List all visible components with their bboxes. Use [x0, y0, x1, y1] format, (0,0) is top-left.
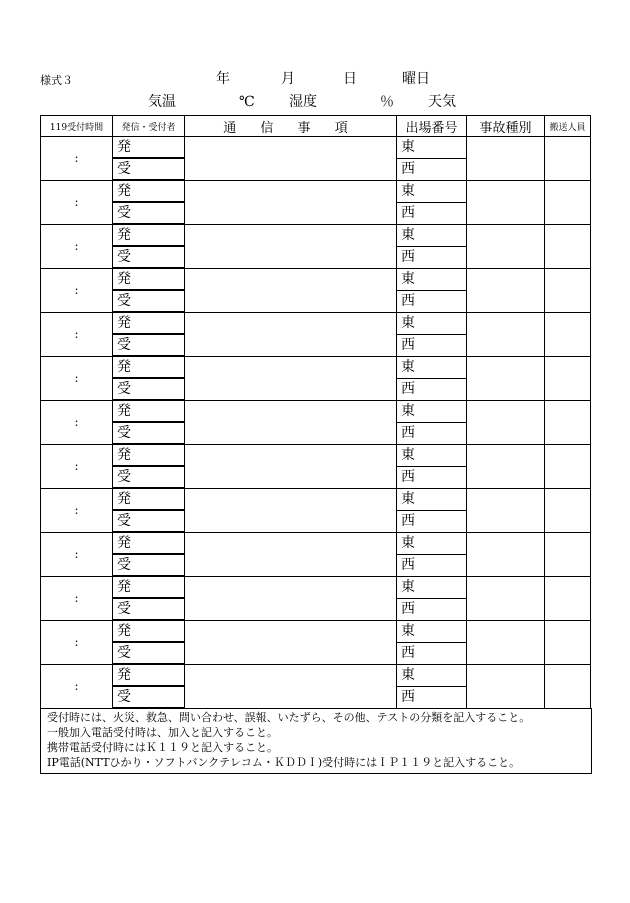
table-row	[41, 356, 591, 378]
incident-type-cell[interactable]	[467, 137, 545, 181]
east-station-cell[interactable]: 東	[397, 620, 467, 642]
west-station-cell[interactable]: 西	[397, 378, 467, 400]
celsius-unit: ℃	[239, 94, 255, 110]
communication-details-cell[interactable]	[185, 532, 397, 576]
temperature-label: 気温	[148, 94, 176, 110]
header-reception-time: 119受付時間	[41, 116, 113, 137]
incident-type-cell[interactable]	[467, 444, 545, 488]
header-caller-receiver: 発信・受付者	[113, 116, 185, 137]
table-row	[41, 444, 591, 466]
note-line: 一般加入電話受付時は、加入と記入すること。	[47, 726, 278, 739]
receive-cell[interactable]: 受	[113, 510, 185, 532]
note-line: IP電話(NTTひかり・ソフトバンクテレコム・ＫＤＤＩ)受付時にはＩＰ１１９と記入すること。	[47, 756, 521, 769]
table-header-row	[41, 116, 591, 137]
humidity-label: 湿度	[289, 94, 317, 110]
send-cell[interactable]: 発	[113, 620, 185, 642]
transported-persons-cell[interactable]	[545, 444, 591, 488]
reception-time-cell[interactable]: :	[41, 180, 113, 224]
communication-details-cell[interactable]	[185, 268, 397, 312]
weather-condition-label: 天気	[428, 94, 456, 110]
transported-persons-cell[interactable]	[545, 400, 591, 444]
receive-cell[interactable]: 受	[113, 246, 185, 268]
communication-details-cell[interactable]	[185, 576, 397, 620]
header-dispatch-number: 出場番号	[397, 116, 467, 137]
transported-persons-cell[interactable]	[545, 356, 591, 400]
table-row	[41, 576, 591, 598]
incident-type-cell[interactable]	[467, 180, 545, 224]
incident-type-cell[interactable]	[467, 532, 545, 576]
transported-persons-cell[interactable]	[545, 312, 591, 356]
form-number-label: 様式３	[40, 74, 73, 87]
west-station-cell[interactable]: 西	[397, 158, 467, 180]
table-row	[41, 137, 591, 159]
table-row	[41, 620, 591, 642]
table-row	[41, 224, 591, 246]
reception-time-cell[interactable]: :	[41, 268, 113, 312]
transported-persons-cell[interactable]	[545, 224, 591, 268]
receive-cell[interactable]: 受	[113, 598, 185, 620]
reception-time-cell[interactable]: :	[41, 312, 113, 356]
receive-cell[interactable]: 受	[113, 378, 185, 400]
east-station-cell[interactable]: 東	[397, 312, 467, 334]
east-station-cell[interactable]: 東	[397, 576, 467, 598]
day-label: 日	[343, 71, 357, 87]
communication-details-cell[interactable]	[185, 400, 397, 444]
communication-details-cell[interactable]	[185, 620, 397, 664]
receive-cell[interactable]: 受	[113, 554, 185, 576]
east-station-cell[interactable]: 東	[397, 356, 467, 378]
receive-cell[interactable]: 受	[113, 686, 185, 708]
west-station-cell[interactable]: 西	[397, 202, 467, 224]
send-cell[interactable]: 発	[113, 400, 185, 422]
note-line: 受付時には、火災、救急、問い合わせ、誤報、いたずら、その他、テストの分類を記入すること。	[47, 711, 531, 724]
reception-time-cell[interactable]: :	[41, 356, 113, 400]
communication-details-cell[interactable]	[185, 444, 397, 488]
transported-persons-cell[interactable]	[545, 180, 591, 224]
receive-cell[interactable]: 受	[113, 334, 185, 356]
west-station-cell[interactable]: 西	[397, 598, 467, 620]
table-row	[41, 180, 591, 202]
table-row	[41, 312, 591, 334]
notes-section	[40, 708, 592, 774]
east-station-cell[interactable]: 東	[397, 664, 467, 686]
receive-cell[interactable]: 受	[113, 642, 185, 664]
reception-time-cell[interactable]: :	[41, 488, 113, 532]
east-station-cell[interactable]: 東	[397, 488, 467, 510]
east-station-cell[interactable]: 東	[397, 532, 467, 554]
communication-details-cell[interactable]	[185, 664, 397, 708]
receive-cell[interactable]: 受	[113, 466, 185, 488]
send-cell[interactable]: 発	[113, 488, 185, 510]
west-station-cell[interactable]: 西	[397, 554, 467, 576]
communication-details-cell[interactable]	[185, 224, 397, 268]
weekday-label: 曜日	[402, 71, 430, 87]
east-station-cell[interactable]: 東	[397, 268, 467, 290]
transported-persons-cell[interactable]	[545, 620, 591, 664]
west-station-cell[interactable]: 西	[397, 510, 467, 532]
communication-details-cell[interactable]	[185, 312, 397, 356]
header-incident-type: 事故種別	[467, 116, 545, 137]
east-station-cell[interactable]: 東	[397, 180, 467, 202]
send-cell[interactable]: 発	[113, 180, 185, 202]
communication-details-cell[interactable]	[185, 180, 397, 224]
east-station-cell[interactable]: 東	[397, 137, 467, 159]
header-communication-details: 通 信 事 項	[185, 116, 397, 137]
table-row	[41, 268, 591, 290]
west-station-cell[interactable]: 西	[397, 334, 467, 356]
send-cell[interactable]: 発	[113, 268, 185, 290]
west-station-cell[interactable]: 西	[397, 642, 467, 664]
reception-time-cell[interactable]: :	[41, 224, 113, 268]
transported-persons-cell[interactable]	[545, 488, 591, 532]
communication-details-cell[interactable]	[185, 488, 397, 532]
west-station-cell[interactable]: 西	[397, 466, 467, 488]
send-cell[interactable]: 発	[113, 137, 185, 159]
east-station-cell[interactable]: 東	[397, 400, 467, 422]
incident-type-cell[interactable]	[467, 400, 545, 444]
transported-persons-cell[interactable]	[545, 532, 591, 576]
send-cell[interactable]: 発	[113, 312, 185, 334]
transported-persons-cell[interactable]	[545, 268, 591, 312]
table-row	[41, 400, 591, 422]
call-log-table	[40, 115, 591, 709]
incident-type-cell[interactable]	[467, 268, 545, 312]
west-station-cell[interactable]: 西	[397, 290, 467, 312]
communication-details-cell[interactable]	[185, 137, 397, 181]
incident-type-cell[interactable]	[467, 224, 545, 268]
month-label: 月	[281, 71, 295, 87]
send-cell[interactable]: 発	[113, 356, 185, 378]
note-line: 携帯電話受付時にはＫ１１９と記入すること。	[47, 741, 278, 754]
west-station-cell[interactable]: 西	[397, 686, 467, 708]
reception-time-cell[interactable]: :	[41, 664, 113, 708]
transported-persons-cell[interactable]	[545, 576, 591, 620]
send-cell[interactable]: 発	[113, 576, 185, 598]
year-label: 年	[216, 71, 230, 87]
send-cell[interactable]: 発	[113, 532, 185, 554]
incident-type-cell[interactable]	[467, 576, 545, 620]
receive-cell[interactable]: 受	[113, 158, 185, 180]
send-cell[interactable]: 発	[113, 444, 185, 466]
incident-type-cell[interactable]	[467, 488, 545, 532]
receive-cell[interactable]: 受	[113, 422, 185, 444]
reception-time-cell[interactable]: :	[41, 532, 113, 576]
reception-time-cell[interactable]: :	[41, 400, 113, 444]
table-row	[41, 664, 591, 686]
receive-cell[interactable]: 受	[113, 290, 185, 312]
header-transported-persons: 搬送人員	[545, 116, 591, 137]
communication-details-cell[interactable]	[185, 356, 397, 400]
reception-time-cell[interactable]: :	[41, 576, 113, 620]
table-row	[41, 488, 591, 510]
transported-persons-cell[interactable]	[545, 137, 591, 181]
reception-time-cell[interactable]: :	[41, 444, 113, 488]
incident-type-cell[interactable]	[467, 356, 545, 400]
incident-type-cell[interactable]	[467, 312, 545, 356]
send-cell[interactable]: 発	[113, 664, 185, 686]
receive-cell[interactable]: 受	[113, 202, 185, 224]
percent-unit: ％	[380, 94, 394, 110]
transported-persons-cell[interactable]	[545, 664, 591, 708]
west-station-cell[interactable]: 西	[397, 246, 467, 268]
incident-type-cell[interactable]	[467, 620, 545, 664]
send-cell[interactable]: 発	[113, 224, 185, 246]
east-station-cell[interactable]: 東	[397, 444, 467, 466]
reception-time-cell[interactable]: :	[41, 620, 113, 664]
table-row	[41, 532, 591, 554]
reception-time-cell[interactable]: :	[41, 137, 113, 181]
incident-type-cell[interactable]	[467, 664, 545, 708]
east-station-cell[interactable]: 東	[397, 224, 467, 246]
west-station-cell[interactable]: 西	[397, 422, 467, 444]
